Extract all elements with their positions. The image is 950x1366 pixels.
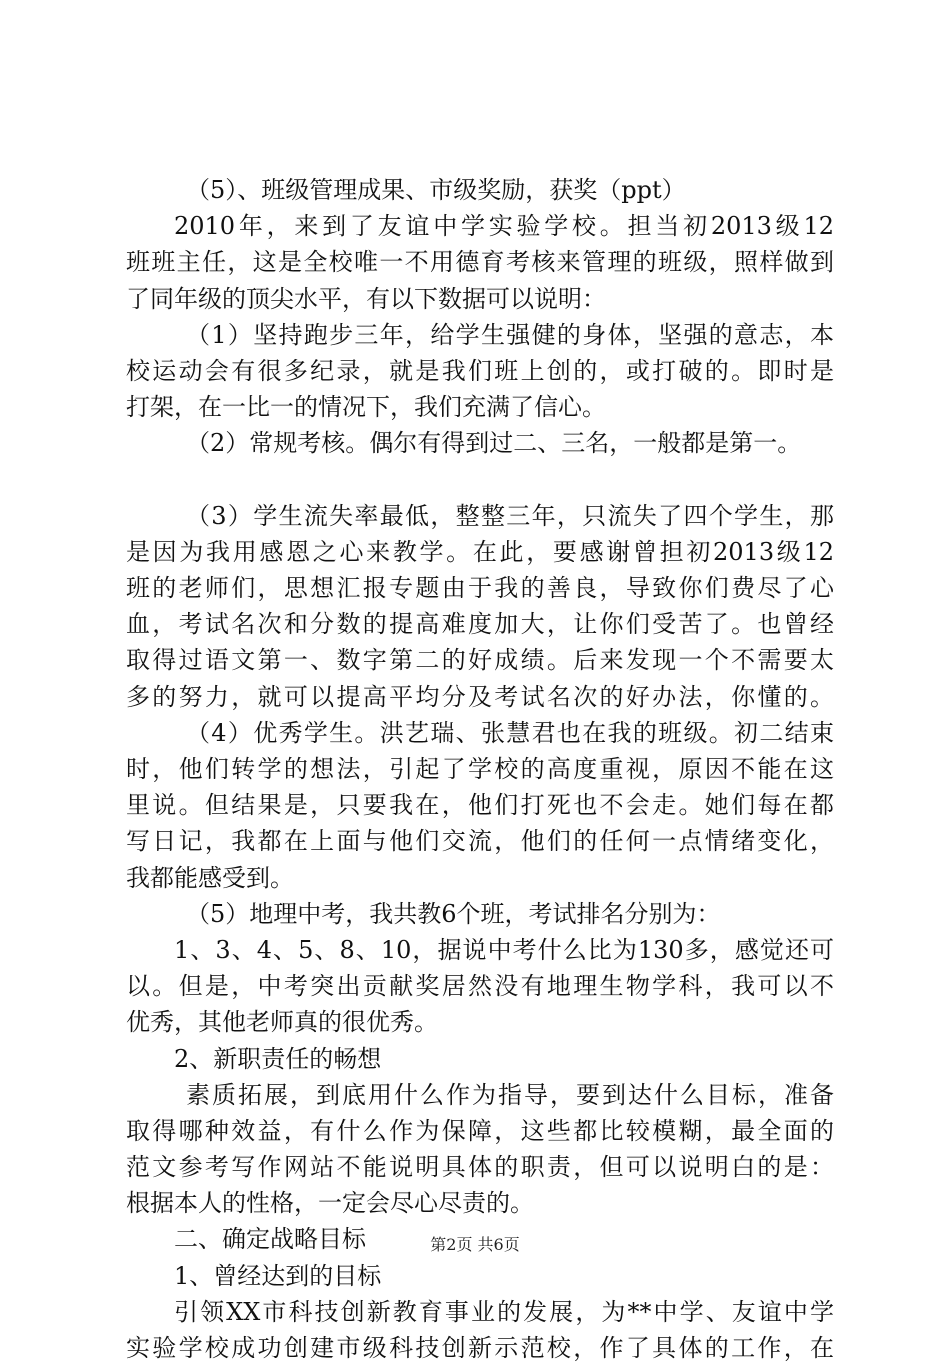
text-line: 时，他们转学的想法，引起了学校的高度重视，原因不能在这 — [126, 755, 834, 783]
text-line: （1）坚持跑步三年，给学生强健的身体，坚强的意志，本 — [186, 320, 834, 349]
subsection-heading: 1、曾经达到的目标 — [174, 1261, 382, 1290]
text-line: 范文参考写作网站不能说明具体的职责，但可以说明白的是： — [126, 1153, 834, 1182]
text-line: 里说。但结果是，只要我在，他们打死也不会走。她们每在都 — [126, 791, 834, 820]
text-line: 2010年，来到了友谊中学实验学校。担当初2013级12 — [174, 212, 834, 241]
text-line: （4）优秀学生。洪艺瑞、张慧君也在我的班级。初二结束 — [186, 718, 834, 747]
text-line: 血，考试名次和分数的提高难度加大，让你们受苦了。也曾经 — [126, 610, 834, 639]
text-line: 是因为我用感恩之心来教学。在此，要感谢曾担初2013级12 — [126, 537, 834, 566]
text-line: 实验学校成功创建市级科技创新示范校，作了具体的工作，在 — [126, 1334, 834, 1362]
text-line: （5）地理中考，我共教6个班，考试排名分别为： — [186, 899, 721, 928]
text-line: 打架，在一比一的情况下，我们充满了信心。 — [126, 393, 606, 422]
text-line: 2、新职责任的畅想 — [174, 1044, 382, 1073]
text-line: 写日记，我都在上面与他们交流，他们的任何一点情绪变化， — [126, 827, 834, 856]
section-heading: 二、确定战略目标 — [174, 1225, 366, 1254]
blank-line — [126, 462, 834, 498]
text-line: 班班主任，这是全校唯一不用德育考核来管理的班级，照样做到 — [126, 248, 834, 277]
text-line: 1、3、4、5、8、10，据说中考什么比为130多，感觉还可 — [174, 935, 834, 964]
text-line: 了同年级的顶尖水平，有以下数据可以说明： — [126, 284, 606, 313]
text-line: 引领XX市科技创新教育事业的发展，为**中学、友谊中学 — [174, 1297, 834, 1326]
document-body — [126, 172, 834, 1366]
text-line: 校运动会有很多纪录，就是我们班上创的，或打破的。即时是 — [126, 356, 834, 385]
text-line: 我都能感受到。 — [126, 863, 294, 892]
page-footer: 第2页 共6页 — [430, 1235, 520, 1254]
text-line: 取得哪种效益，有什么作为保障，这些都比较模糊，最全面的 — [126, 1116, 834, 1145]
text-line: 素质拓展，到底用什么作为指导，要到达什么目标，准备 — [186, 1080, 834, 1109]
text-line: （5）、班级管理成果、市级奖励，获奖（ppt） — [186, 176, 686, 204]
text-line: 优秀，其他老师真的很优秀。 — [126, 1008, 438, 1037]
text-line: 多的努力，就可以提高平均分及考试名次的好办法，你懂的。 — [126, 682, 834, 711]
text-line: 根据本人的性格，一定会尽心尽责的。 — [126, 1189, 534, 1218]
text-line: 班的老师们，思想汇报专题由于我的善良，导致你们费尽了心 — [126, 574, 834, 603]
text-line: （2）常规考核。偶尔有得到过二、三名，一般都是第一。 — [186, 429, 802, 458]
text-line: 取得过语文第一、数字第二的好成绩。后来发现一个不需要太 — [126, 646, 834, 675]
text-line: 以。但是，中考突出贡献奖居然没有地理生物学科，我可以不 — [126, 972, 834, 1001]
text-line: （3）学生流失率最低，整整三年，只流失了四个学生，那 — [186, 501, 834, 530]
